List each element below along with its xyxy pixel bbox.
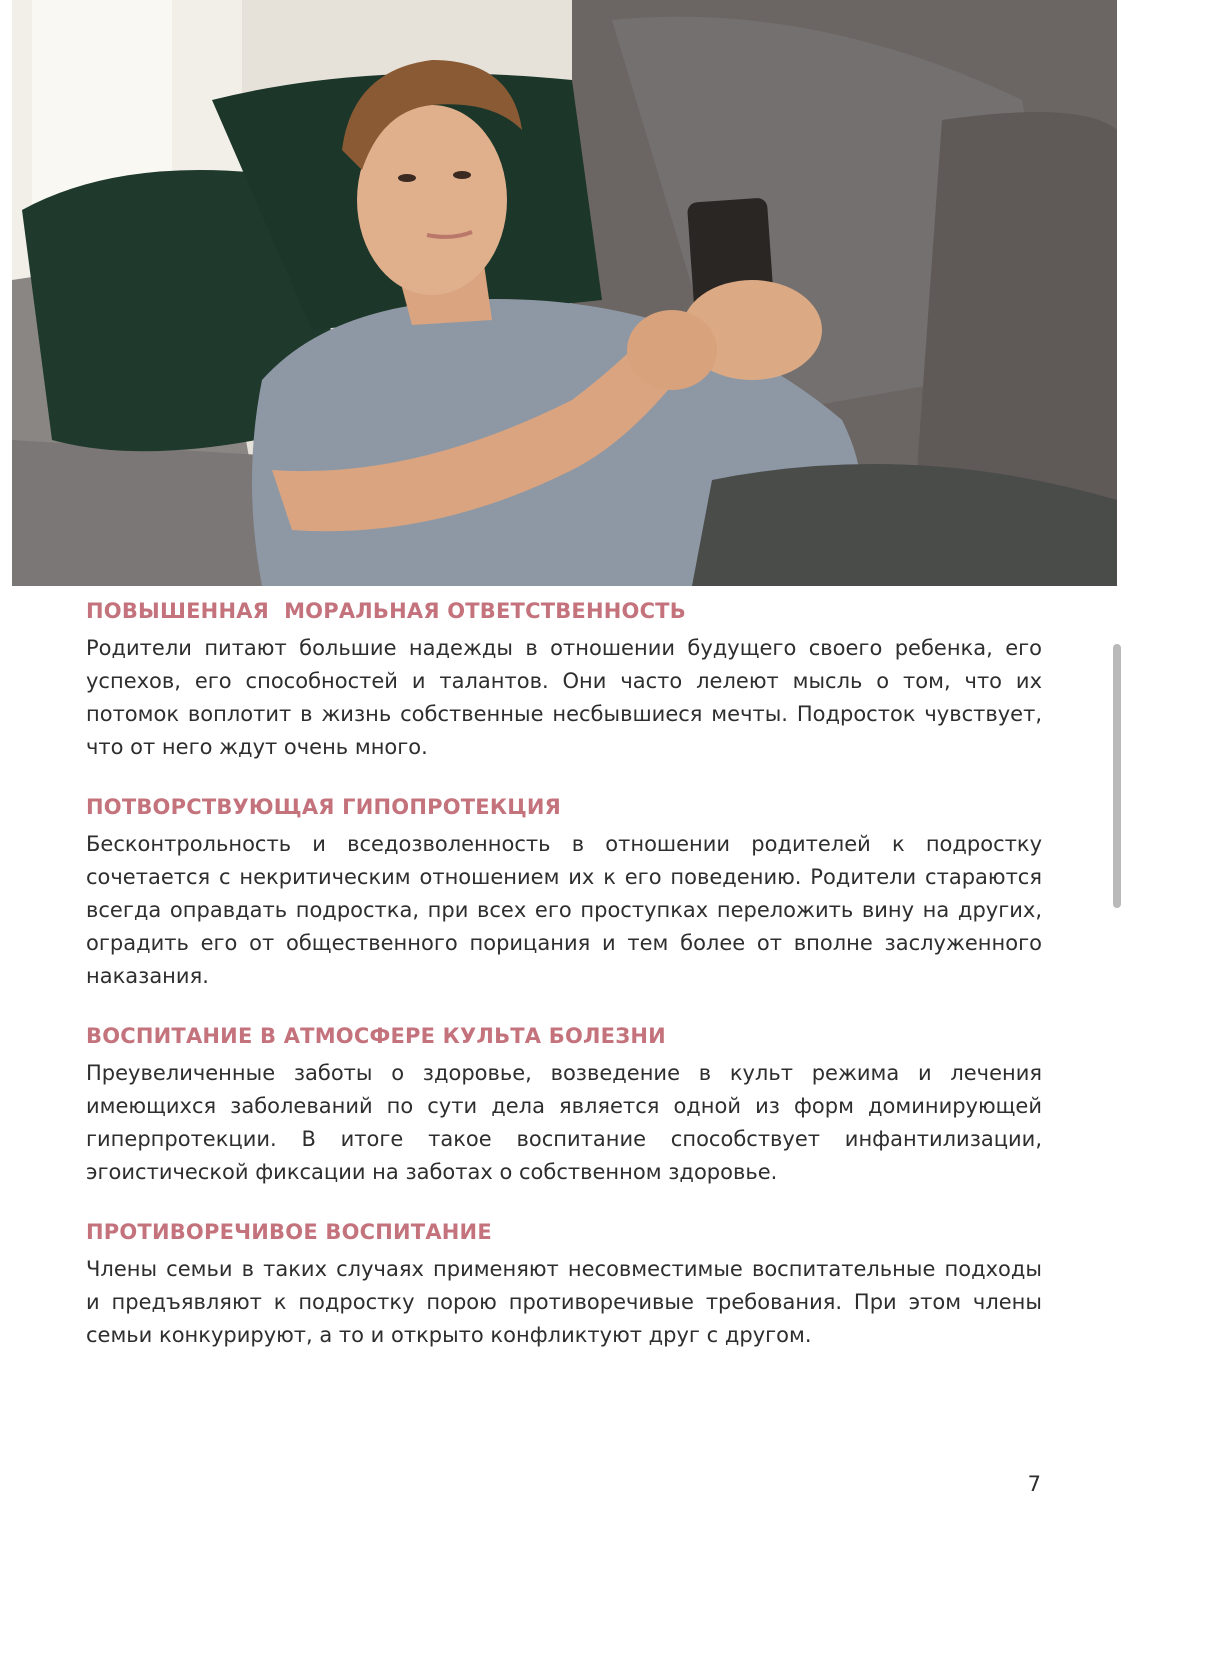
section-moral-responsibility xyxy=(86,598,1042,764)
section-title: ПОТВОРСТВУЮЩАЯ ГИПОПРОТЕКЦИЯ xyxy=(86,795,562,819)
section-text: Преувеличенные заботы о здоровье, возведение в культ режима и лечения имеющихся заболеваний по сути дела является одной из форм доминирующей гиперпротекции. В итоге такое воспитание способствует инфантилизации, эгоистической фиксации на заботах о собственном здоровье. xyxy=(86,1061,1042,1184)
section-illness-cult xyxy=(86,1023,1042,1189)
article-body xyxy=(86,598,1042,1382)
scrollbar-thumb[interactable] xyxy=(1113,644,1121,908)
section-indulgent-hypoprotection xyxy=(86,794,1042,993)
teen-on-sofa-illustration xyxy=(12,0,1117,586)
section-text: Родители питают большие надежды в отношении будущего своего ребенка, его успехов, его способностей и талантов. Они часто лелеют мысль о том, что их потомок воплотит в жизнь собственные несбывшиеся мечты. Подросток чувствует, что от него ждут очень много. xyxy=(86,636,1042,759)
page-number: 7 xyxy=(1027,1472,1041,1496)
section-title: ВОСПИТАНИЕ В АТМОСФЕРЕ КУЛЬТА БОЛЕЗНИ xyxy=(86,1024,666,1048)
section-title: ПОВЫШЕННАЯ МОРАЛЬНАЯ ОТВЕТСТВЕННОСТЬ xyxy=(86,599,686,623)
section-contradictory-upbringing xyxy=(86,1219,1042,1352)
section-text: Члены семьи в таких случаях применяют несовместимые воспитательные подходы и предъявляют к подростку порою противоречивые требования. При этом члены семьи конкурируют, а то и открыто конфликтуют друг с другом. xyxy=(86,1257,1042,1347)
section-text: Бесконтрольность и вседозволенность в отношении родителей к подростку сочетается с некритическим отношением их к его поведению. Родители стараются всегда оправдать подростка, при всех его проступках переложить вину на других, оградить его от общественного порицания и тем более от вполне заслуженного наказания. xyxy=(86,832,1042,988)
section-title: ПРОТИВОРЕЧИВОЕ ВОСПИТАНИЕ xyxy=(86,1220,492,1244)
hero-photo xyxy=(12,0,1117,586)
